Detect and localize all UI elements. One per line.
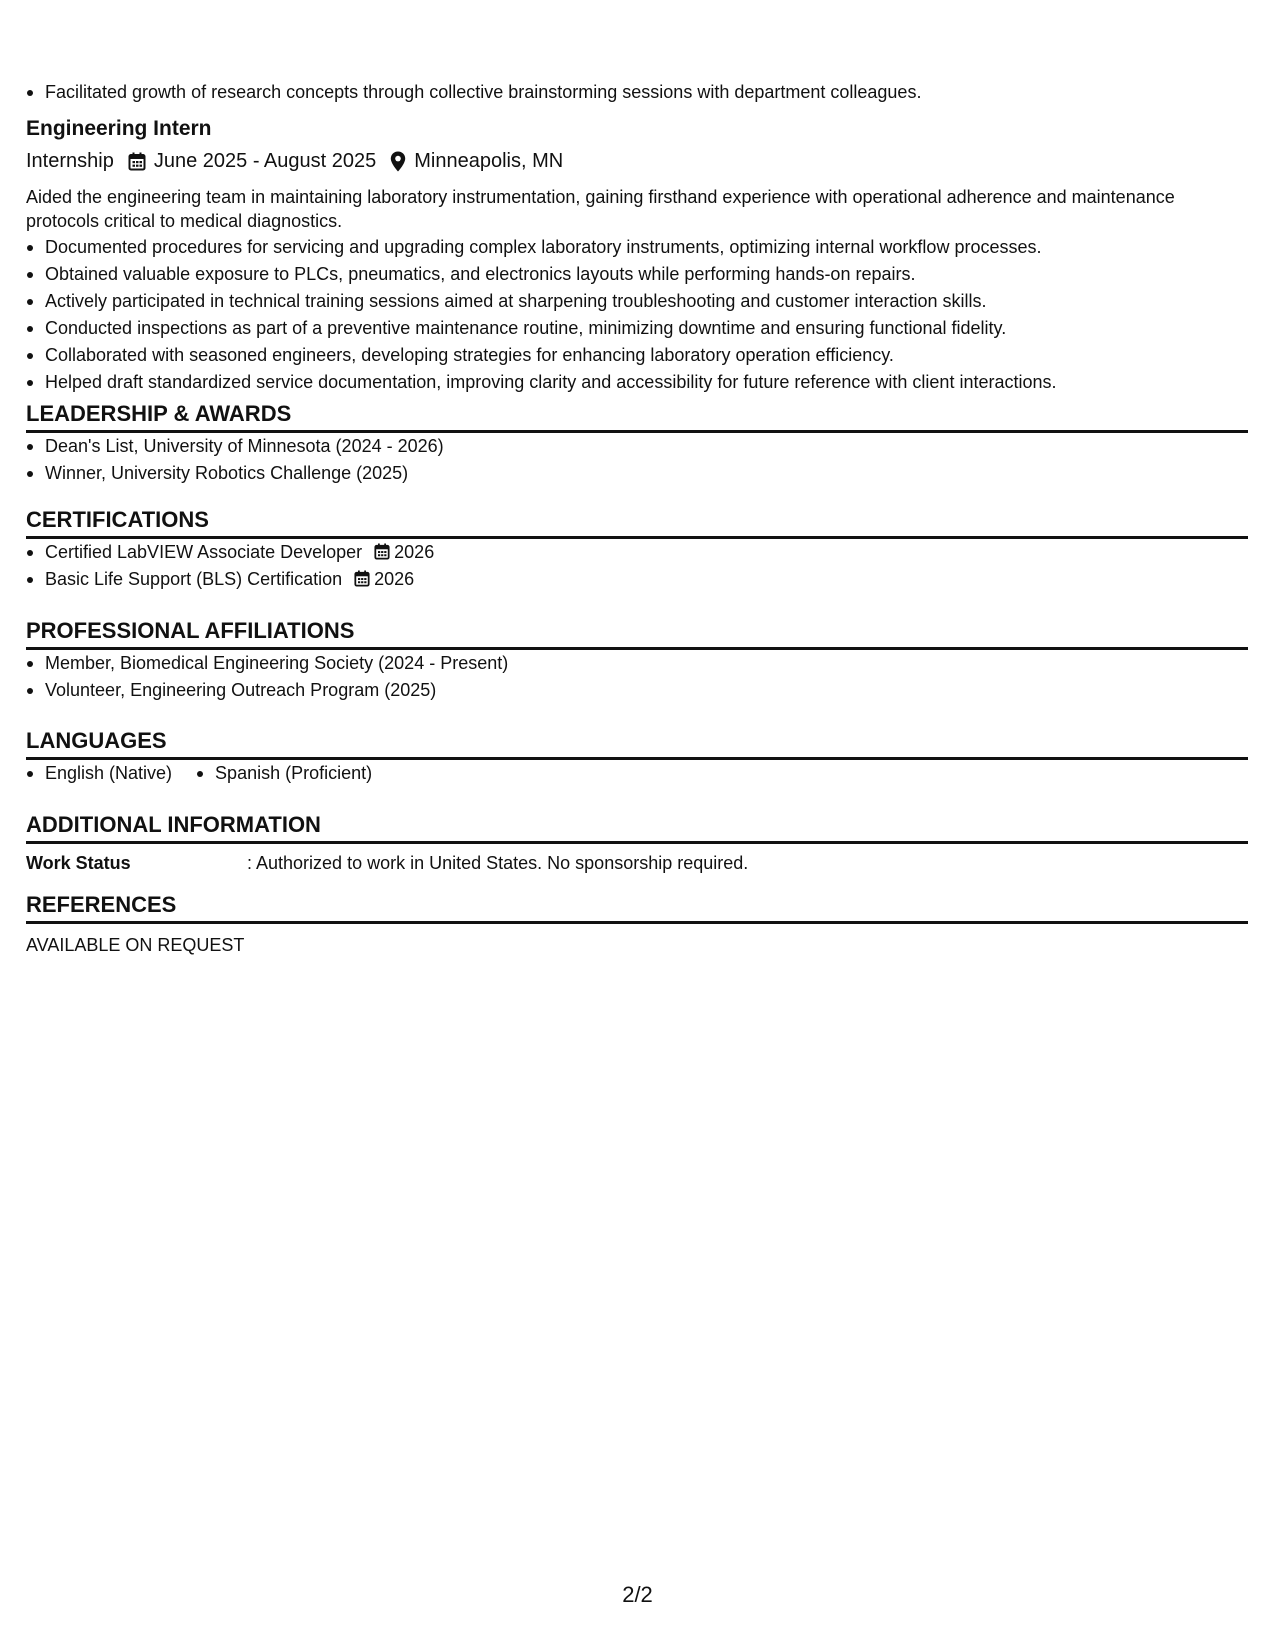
affiliations-list xyxy=(26,650,1248,704)
certification-name: Basic Life Support (BLS) Certification xyxy=(45,569,343,589)
previous-job-bullets xyxy=(26,79,921,106)
list-item: Facilitated growth of research concepts through collective brainstorming sessions with department colleagues. xyxy=(26,79,921,106)
leadership-list xyxy=(26,433,1248,487)
languages-section xyxy=(26,727,1248,787)
list-item xyxy=(26,539,1248,566)
list-item: Collaborated with seasoned engineers, developing strategies for enhancing laboratory operation efficiency. xyxy=(26,342,1057,369)
calendar-icon xyxy=(128,152,146,171)
job-title: Engineering Intern xyxy=(26,117,212,140)
section-heading: LEADERSHIP & AWARDS xyxy=(26,400,1248,433)
references-text: AVAILABLE ON REQUEST xyxy=(26,935,245,955)
job-type: Internship xyxy=(26,150,114,172)
leadership-section xyxy=(26,400,1248,487)
job-description: Aided the engineering team in maintaining laboratory instrumentation, gaining firsthand experience with operational adherence and maintenance protocols critical to medical diagnostics. xyxy=(26,187,1175,231)
job-location: Minneapolis, MN xyxy=(414,150,564,172)
certification-year: 2026 xyxy=(374,569,415,589)
list-item: English (Native) xyxy=(26,760,172,787)
section-heading: REFERENCES xyxy=(26,891,1248,924)
section-heading: LANGUAGES xyxy=(26,727,1248,760)
calendar-icon xyxy=(354,570,370,587)
additional-info-section xyxy=(26,811,1248,876)
languages-list xyxy=(26,760,1248,787)
list-item: Helped draft standardized service documentation, improving clarity and accessibility for future reference with client interactions. xyxy=(26,369,1057,396)
job-bullets xyxy=(26,234,1057,396)
certification-name: Certified LabVIEW Associate Developer xyxy=(45,542,363,562)
work-status-value: : Authorized to work in United States. No sponsorship required. xyxy=(247,853,749,873)
work-status-label: Work Status xyxy=(26,853,131,873)
list-item: Spanish (Proficient) xyxy=(196,760,372,787)
list-item: Volunteer, Engineering Outreach Program (2025) xyxy=(26,677,1248,704)
certifications-list xyxy=(26,539,1248,593)
section-heading: PROFESSIONAL AFFILIATIONS xyxy=(26,617,1248,650)
list-item: Conducted inspections as part of a preventive maintenance routine, minimizing downtime and ensuring functional fidelity. xyxy=(26,315,1057,342)
list-item: Winner, University Robotics Challenge (2025) xyxy=(26,460,1248,487)
list-item: Member, Biomedical Engineering Society (2024 - Present) xyxy=(26,650,1248,677)
job-meta xyxy=(26,150,563,173)
section-heading: CERTIFICATIONS xyxy=(26,506,1248,539)
calendar-icon xyxy=(374,543,390,560)
list-item xyxy=(26,566,1248,593)
certifications-section xyxy=(26,506,1248,593)
list-item: Dean's List, University of Minnesota (2024 - 2026) xyxy=(26,433,1248,460)
list-item: Documented procedures for servicing and upgrading complex laboratory instruments, optimizing internal workflow processes. xyxy=(26,234,1057,261)
page-number: 2/2 xyxy=(622,1582,653,1607)
job-dates: June 2025 - August 2025 xyxy=(153,150,377,172)
list-item: Obtained valuable exposure to PLCs, pneumatics, and electronics layouts while performing hands-on repairs. xyxy=(26,261,1057,288)
location-pin-icon xyxy=(390,151,406,172)
work-status-row xyxy=(26,850,1248,876)
references-section xyxy=(26,891,1248,958)
section-heading: ADDITIONAL INFORMATION xyxy=(26,811,1248,844)
affiliations-section xyxy=(26,617,1248,704)
list-item: Actively participated in technical training sessions aimed at sharpening troubleshooting and customer interaction skills. xyxy=(26,288,1057,315)
certification-year: 2026 xyxy=(394,542,435,562)
